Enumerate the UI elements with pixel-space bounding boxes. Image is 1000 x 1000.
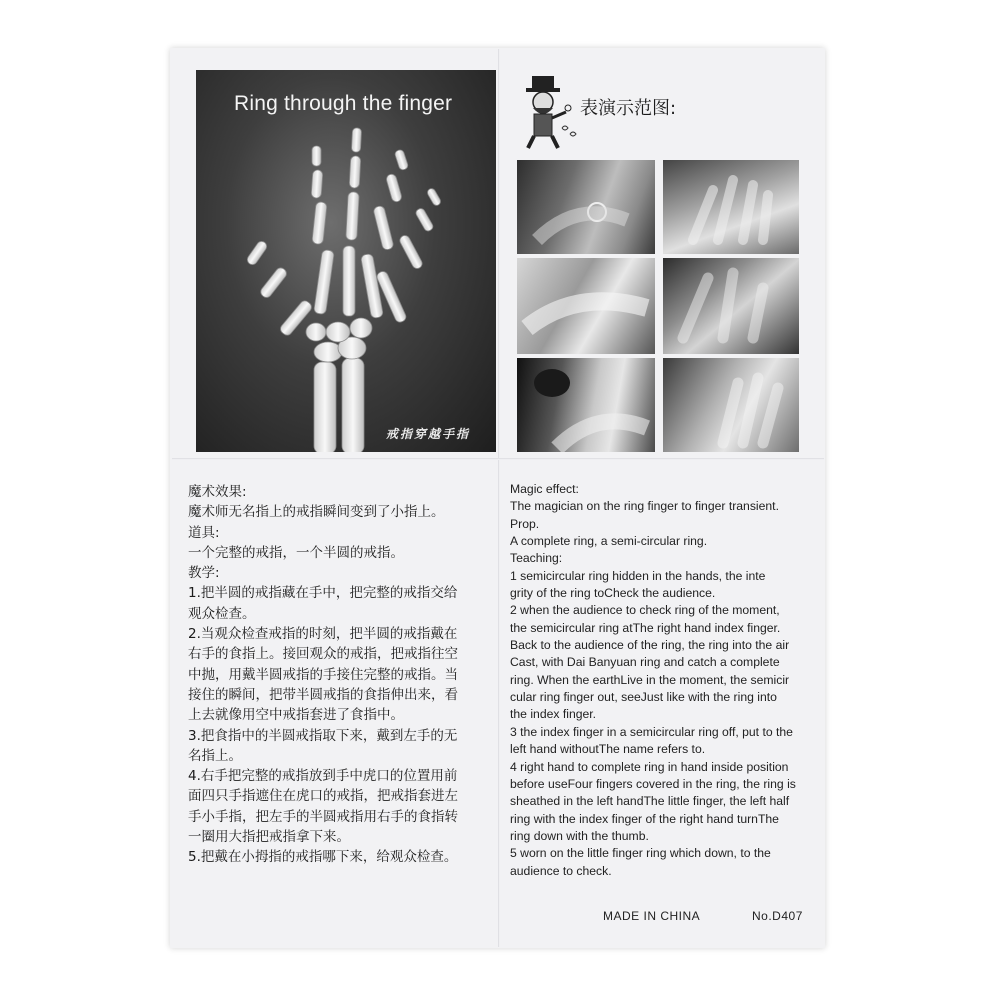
cn-line: 魔术效果: <box>188 484 247 500</box>
instructions-chinese <box>188 482 498 868</box>
demo-header <box>518 72 798 152</box>
en-line: 3 the index finger in a semicircular ring off, put to the <box>510 724 793 739</box>
en-line: grity of the ring toCheck the audience. <box>510 586 716 601</box>
cn-line: 2.当观众检查戒指的时刻，把半圆的戒指戴在 <box>188 626 458 643</box>
en-line: A complete ring, a semi-circular ring. <box>510 534 708 549</box>
en-line: Prop. <box>510 516 540 531</box>
cn-line: 接住的瞬间，把带半圆戒指的食指伸出来，看 <box>188 686 458 703</box>
en-line: sheathed in the left handThe little finger, the left half <box>510 794 790 809</box>
cn-line: 5.把戴在小拇指的戒指哪下来，给观众检查。 <box>188 849 458 866</box>
instructions-english <box>510 481 816 880</box>
demo-photo-4 <box>663 258 799 354</box>
fold-line-horizontal <box>172 458 824 460</box>
hands-image <box>663 258 799 354</box>
cn-line: 一个完整的戒指，一个半圆的戒指。 <box>188 544 404 561</box>
en-line: Magic effect: <box>510 482 579 496</box>
en-line: audience to check. <box>510 863 612 878</box>
cn-line: 教学: <box>188 565 220 582</box>
cn-line: 右手的食指上。接回观众的戒指，把戒指往空 <box>188 646 458 663</box>
demo-photo-6 <box>663 358 799 452</box>
leprechaun-mascot-icon <box>518 72 578 152</box>
cn-line: 观众检查。 <box>188 605 256 622</box>
en-line: ring. When the earthLive in the moment, the semicir <box>510 672 790 687</box>
cn-line: 手小手指，把左手的半圆戒指用右手的食指转 <box>188 808 458 825</box>
en-line: 5 worn on the little finger ring which down, to the <box>510 846 771 861</box>
cn-line: 3.把食指中的半圆戒指取下来，戴到左手的无 <box>188 727 458 744</box>
en-line: Cast, with Dai Banyuan ring and catch a complete <box>510 655 780 670</box>
cn-line: 一圈用大指把戒指拿下来。 <box>188 829 350 846</box>
cn-line: 名指上。 <box>188 747 242 764</box>
en-line: cular ring finger out, seeJust like with the ring into <box>510 690 777 705</box>
cn-line: 道具: <box>188 524 220 541</box>
en-line: Teaching: <box>510 551 563 566</box>
en-line: the semicircular ring atThe right hand index finger. <box>510 620 781 635</box>
model-number: No.D407 <box>752 909 803 923</box>
en-line: The magician on the ring finger to finger transient. <box>510 499 779 514</box>
cn-line: 中抛，用戴半圆戒指的手接住完整的戒指。当 <box>188 666 458 683</box>
hand-with-ring-image <box>517 160 655 254</box>
en-line: 1 semicircular ring hidden in the hands, the inte <box>510 568 766 583</box>
hand-image <box>663 160 799 254</box>
hands-image <box>517 358 655 452</box>
en-line: ring with the index finger of the right hand turnThe <box>510 811 779 826</box>
en-line: the index finger. <box>510 707 597 722</box>
en-line: Back to the audience of the ring, the ring into the air <box>510 638 790 653</box>
demo-photo-1 <box>517 160 655 254</box>
en-line: left hand withoutThe name refers to. <box>510 742 706 757</box>
demo-photo-grid <box>517 158 799 454</box>
en-line: ring down with the thumb. <box>510 828 649 843</box>
cn-line: 面四只手指遮住在虎口的戒指，把戒指套进左 <box>188 788 458 805</box>
en-line: 2 when the audience to check ring of the moment, <box>510 603 780 618</box>
cn-line: 上去就像用空中戒指套进了食指中。 <box>188 707 404 724</box>
hands-image <box>663 358 799 452</box>
cover-panel <box>196 70 496 452</box>
demo-photo-3 <box>517 258 655 354</box>
demo-title: 表演示范图: <box>580 98 677 119</box>
fold-line-vertical <box>498 49 500 947</box>
hands-image <box>517 258 655 354</box>
demo-photo-2 <box>663 160 799 254</box>
made-in-label: MADE IN CHINA <box>603 909 701 923</box>
cn-line: 1.把半圆的戒指藏在手中，把完整的戒指交给 <box>188 585 458 602</box>
en-line: 4 right hand to complete ring in hand inside position <box>510 759 789 774</box>
cover-subtitle: 戒指穿越手指 <box>385 427 470 441</box>
demo-photo-5 <box>517 358 655 452</box>
cover-title: Ring through the finger <box>234 92 453 115</box>
en-line: before useFour fingers covered in the ring, the ring is <box>510 776 796 791</box>
skeleton-hand-illustration <box>196 70 496 452</box>
cn-line: 魔术师无名指上的戒指瞬间变到了小指上。 <box>188 504 445 521</box>
cn-line: 4.右手把完整的戒指放到手中虎口的位置用前 <box>188 768 458 785</box>
